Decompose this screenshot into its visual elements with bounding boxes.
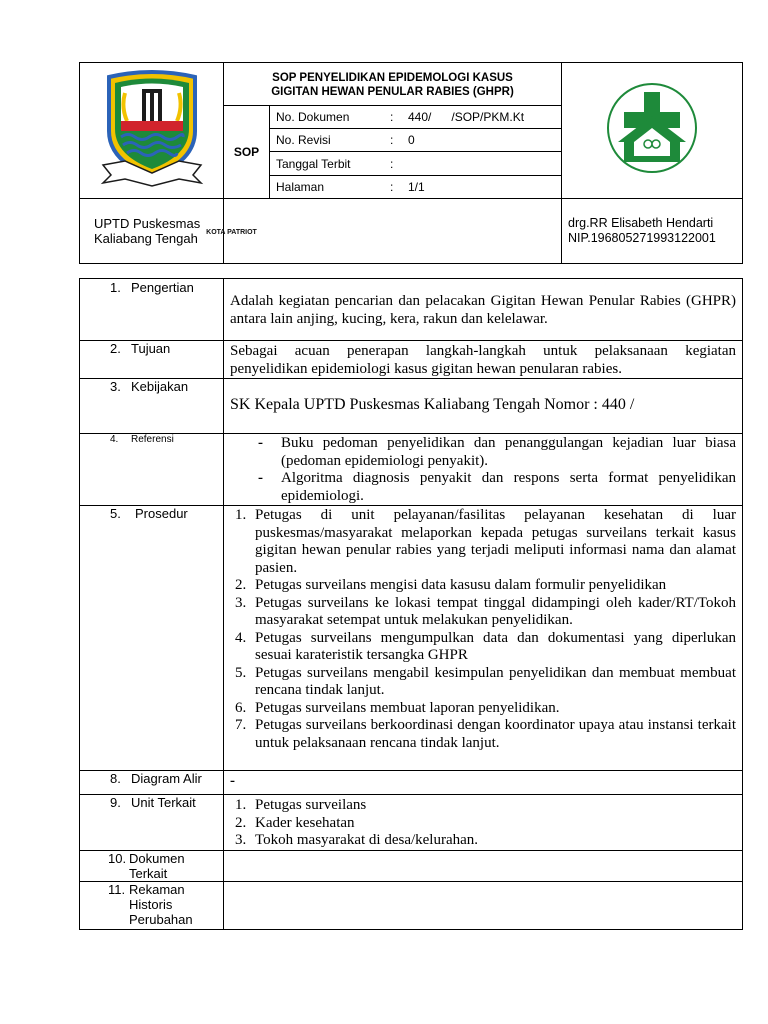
list-item: 4. Petugas surveilans mengumpulkan data dan dokumentasi yang diperlukan sesuai karateristik tersangka GHPR	[250, 630, 736, 665]
list-item: 2. Kader kesehatan	[250, 815, 736, 833]
signer-cell	[562, 199, 743, 264]
meta-row	[270, 175, 561, 198]
list-item: 7. Petugas surveilans berkoordinasi dengan koordinator upaya atau instansi terkait untuk pelaksanaan rencana tindak lanjut.	[250, 717, 736, 752]
section-row	[80, 341, 743, 379]
list-item: 6. Petugas surveilans membuat laporan penyelidikan.	[250, 700, 736, 718]
section-text: Sebagai acuan penerapan langkah-langkah untuk pelaksanaan kegiatan penyelidikan epidemiologi kasus gigitan hewan penularan rabies.	[224, 341, 743, 379]
section-number: 1.	[110, 280, 121, 295]
meta-row	[270, 106, 561, 129]
meta-row	[270, 129, 561, 152]
section-label-line: Perubahan	[129, 911, 193, 927]
section-row	[80, 506, 743, 771]
meta-label: No. Dokumen	[270, 106, 390, 129]
header-table	[79, 62, 743, 264]
doc-meta-table	[270, 106, 561, 198]
meta-value: 1/1	[408, 179, 425, 194]
sop-label: SOP	[224, 106, 270, 198]
meta-value	[402, 152, 561, 175]
section-label: Kebijakan	[131, 379, 189, 394]
section-text: -	[224, 771, 743, 795]
procedure-list	[230, 507, 736, 752]
list-item: 2. Petugas surveilans mengisi data kasusu dalam formulir penyelidikan	[250, 577, 736, 595]
section-label-line: Terkait	[129, 865, 168, 881]
meta-sep: :	[390, 129, 402, 152]
reference-list	[230, 435, 736, 505]
signer-name: drg.RR Elisabeth Hendarti	[568, 216, 714, 230]
section-row	[80, 771, 743, 795]
puskesmas-logo	[606, 82, 698, 174]
sop-content-table	[79, 278, 743, 930]
meta-sep: :	[390, 179, 394, 194]
puskesmas-logo-cell	[562, 63, 743, 199]
section-text: Adalah kegiatan pencarian dan pelacakan Gigitan Hewan Penular Rabies (GHPR) antara lain anjing, kucing, kera, rakun dan kelelawar.	[224, 279, 743, 341]
list-item: 3. Tokoh masyarakat di desa/kelurahan.	[250, 832, 736, 850]
doc-title-line1: SOP PENYELIDIKAN EPIDEMOLOGI KASUS	[272, 72, 513, 84]
meta-value: 0	[402, 129, 561, 152]
meta-label: No. Revisi	[270, 129, 390, 152]
meta-value: 440/ /SOP/PKM.Kt	[402, 106, 561, 129]
section-label: Tujuan	[131, 341, 171, 356]
section-number: 9.	[110, 795, 121, 810]
section-label: Diagram Alir	[131, 771, 202, 786]
empty-content-cell	[224, 881, 743, 929]
org-name-line1: UPTD Puskesmas	[94, 216, 201, 231]
related-unit-list	[230, 797, 736, 850]
doc-title-line2: GIGITAN HEWAN PENULAR RABIES (GHPR)	[271, 86, 514, 98]
meta-row	[270, 152, 561, 175]
section-number: 8.	[110, 771, 121, 786]
section-text: SK Kepala UPTD Puskesmas Kaliabang Tengah Nomor : 440 /	[224, 379, 743, 434]
section-label-line: Dokumen	[129, 850, 185, 866]
section-number: 11.	[108, 881, 126, 897]
meta-sep: :	[390, 152, 402, 175]
city-emblem-logo	[97, 69, 207, 187]
meta-sep: :	[390, 106, 402, 129]
signer-nip: NIP.196805271993122001	[568, 231, 716, 245]
list-item: 1. Petugas surveilans	[250, 797, 736, 815]
meta-label: Tanggal Terbit	[270, 152, 390, 175]
section-label-line: Rekaman	[129, 881, 185, 897]
title-and-meta-cell	[224, 63, 562, 199]
section-label: Pengertian	[131, 280, 194, 295]
section-number: 10.	[108, 850, 127, 866]
section-row	[80, 434, 743, 506]
org-name-line2: Kaliabang Tengah	[94, 231, 198, 246]
empty-content-cell	[224, 850, 743, 881]
list-item: - Algoritma diagnosis penyakit dan respons serta format penyelidikan epidemiologi.	[258, 470, 736, 505]
section-number: 4.	[110, 434, 119, 445]
list-item: 1. Petugas di unit pelayanan/fasilitas pelayanan kesehatan di luar puskesmas/masyarakat melaporkan kepada petugas surveilans terkait kasus gigitan hewan penular rabies yang terjadi meliputi informasi nama dan alamat pasien.	[250, 507, 736, 577]
section-number: 2.	[110, 341, 121, 356]
section-row	[80, 795, 743, 851]
section-row	[80, 850, 743, 881]
emblem-ribbon-text: KOTA PATRIOT	[206, 228, 257, 236]
meta-label: Halaman	[276, 179, 325, 194]
section-row	[80, 881, 743, 929]
section-number: 3.	[110, 379, 121, 394]
section-label: Prosedur	[135, 506, 188, 521]
section-label: Unit Terkait	[131, 795, 196, 810]
section-number: 5.	[110, 506, 121, 521]
list-item: 3. Petugas surveilans ke lokasi tempat tinggal didampingi oleh kader/RT/Tokoh masyarakat setempat untuk melakukan penyelidikan.	[250, 595, 736, 630]
section-row	[80, 379, 743, 434]
list-item: - Buku pedoman penyelidikan dan penanggulangan kejadian luar biasa (pedoman epidemiologi penyakit).	[258, 435, 736, 470]
section-label: Referensi	[131, 434, 174, 445]
section-label-line: Historis	[129, 896, 173, 912]
list-item: 5. Petugas surveilans mengabil kesimpulan penyelidikan dan membuat membuat rencana tindak lanjut.	[250, 665, 736, 700]
section-row	[80, 279, 743, 341]
